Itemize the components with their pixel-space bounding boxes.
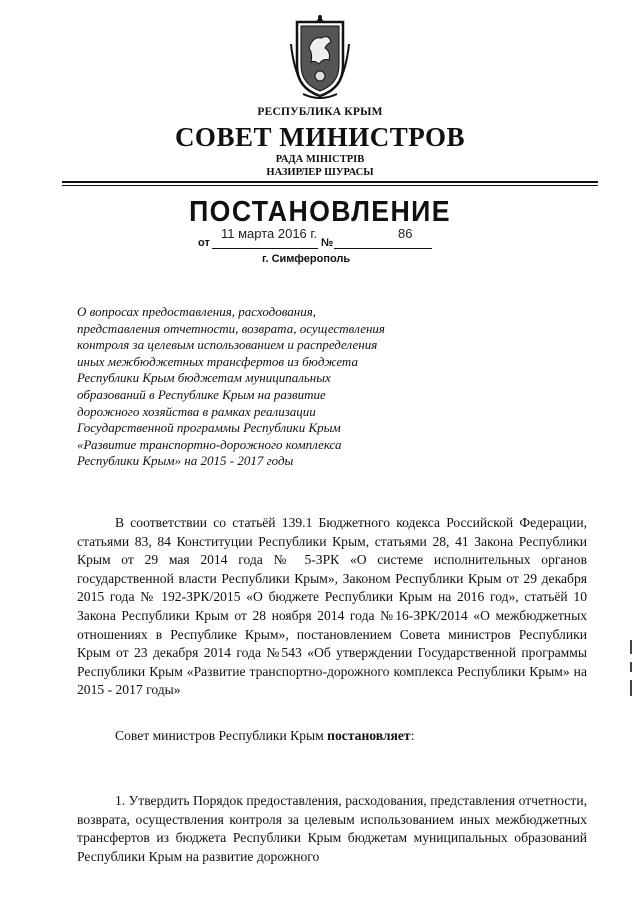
subject-line: контроля за целевым использованием и распределения: [77, 337, 378, 353]
subject-line: «Развитие транспортно-дорожного комплекса: [77, 436, 342, 452]
header-rule-thick: [62, 181, 598, 183]
subject-line: образований в Республике Крым на развитие: [77, 386, 326, 402]
date-number-line: [198, 234, 438, 250]
subject-line: Республики Крым бюджетам муниципальных: [77, 370, 331, 386]
number-prefix: №: [321, 237, 334, 249]
council-alt-names: [0, 153, 640, 179]
preamble-paragraph: В соответствии со статьёй 139.1 Бюджетного кодекса Российской Федерации, статьями 83, 84 Конституции Республики Крым, статьями 28, 41 Закона Республики Крым от 29 мая 2014 года № 5-ЗРК «О системе исполнительных органов государственной власти Республики Крым», Законом Республики Крым от 29 декабря 2015 года № 192-ЗРК/2015 «О бюджете Республики Крым на 2016 год», статьёй 10 Закона Республики Крым от 28 ноября 2014 года №16-ЗРК/2014 «О межбюджетных отношениях в Республике Крым», постановлением Совета министров Республики Крым от 23 декабря 2014 года №543 «Об утверждении Государственной программы Республики Крым «Развитие транспортно-дорожного комплекса Республики Крым» на 2015 - 2017 годы»: [77, 515, 587, 698]
crimea-coat-of-arms-icon: [289, 14, 351, 100]
resolves-suffix: :: [410, 728, 415, 743]
date-underline: [212, 248, 318, 249]
number-underline: [334, 248, 432, 249]
subject-line: Государственной программы Республики Крым: [77, 420, 341, 436]
document-subject: [77, 304, 447, 470]
resolves-keyword: постановляет: [327, 728, 411, 743]
subject-line: представления отчетности, возврата, осуществления: [77, 320, 385, 336]
subject-line: дорожного хозяйства в рамках реализации: [77, 403, 316, 419]
ukrainian-name: РАДА МІНІСТРІВ: [275, 154, 365, 165]
resolves-paragraph: [77, 727, 587, 746]
document-type: ПОСТАНОВЛЕНИЕ: [189, 196, 451, 228]
date-prefix: от: [198, 237, 210, 249]
subject-line: иных межбюджетных трансфертов из бюджета: [77, 353, 358, 369]
margin-scan-mark: [628, 640, 634, 700]
crimean-tatar-name: НАЗИРЛЕР ШУРАСЫ: [266, 167, 374, 178]
header-rule-thin: [62, 185, 598, 186]
subject-line: Республики Крым» на 2015 - 2017 годы: [77, 453, 294, 469]
council-name: СОВЕТ МИНИСТРОВ: [174, 122, 466, 152]
handwritten-number: 86: [398, 226, 413, 241]
subject-line: О вопросах предоставления, расходования,: [77, 304, 317, 319]
item-1-paragraph: 1. Утвердить Порядок предоставления, расходования, представления отчетности, возврата, осуществления контроля за целевым использованием иных межбюджетных трансфертов из бюджета Республики Крым бюджетам муниципальных образований Республики Крым на развитие дорожного: [77, 793, 587, 864]
resolves-prefix: Совет министров Республики Крым: [115, 728, 328, 743]
city: г. Симферополь: [262, 253, 351, 265]
handwritten-date: 11 марта 2016 г.: [221, 226, 318, 241]
republic-name: РЕСПУБЛИКА КРЫМ: [257, 106, 383, 118]
